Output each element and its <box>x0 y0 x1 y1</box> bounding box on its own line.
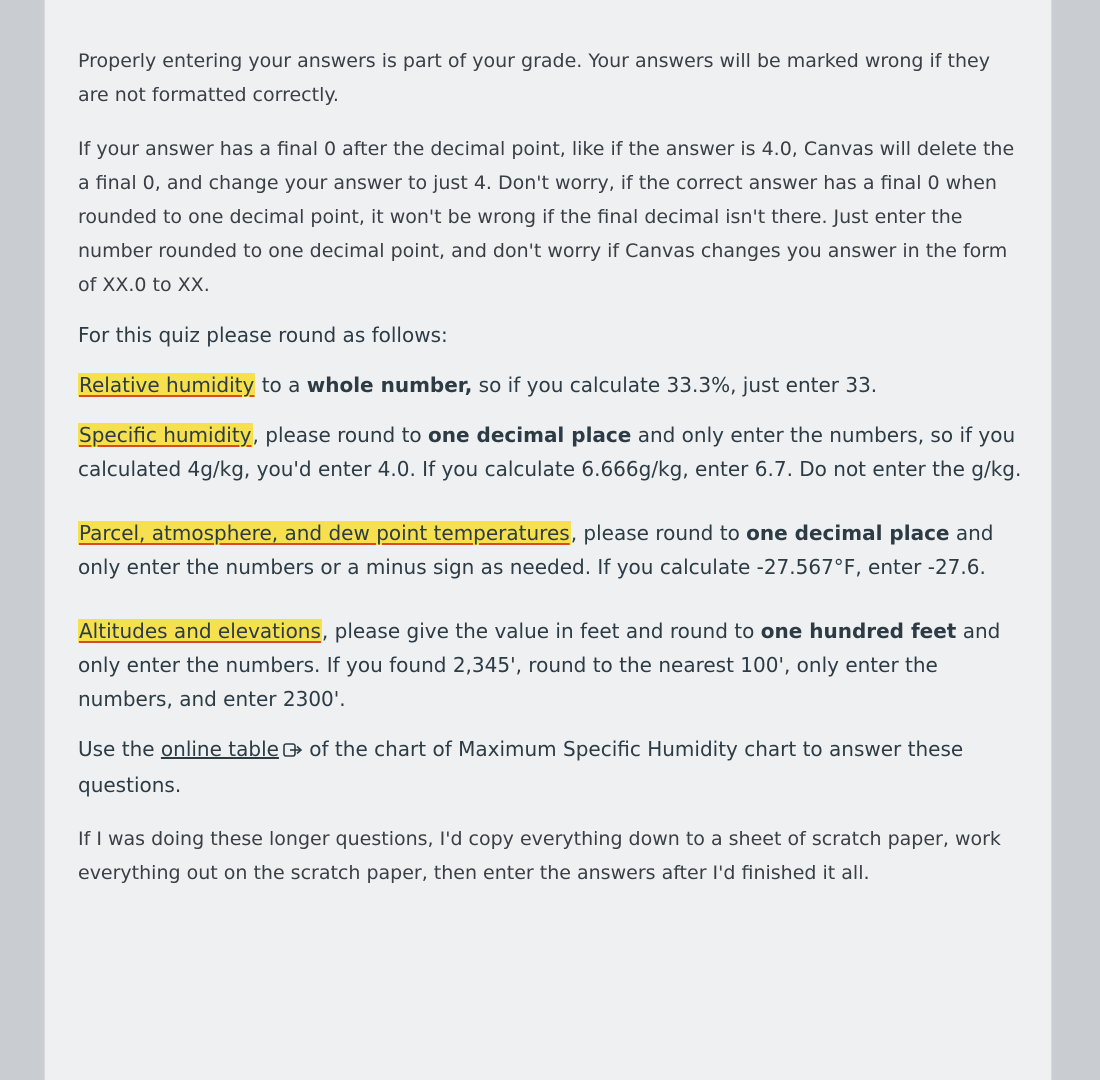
temperatures-rest: and only enter the numbers or a minus sign as needed. If you calculate -27.567°F, enter -27.6. <box>78 521 994 579</box>
temperatures-rule <box>78 516 1026 584</box>
relative-humidity-rest: so if you calculate 33.3%, just enter 33. <box>472 373 878 397</box>
altitudes-rule <box>78 614 1026 716</box>
canvas-rounding-note: If your answer has a final 0 after the decimal point, like if the answer is 4.0, Canvas will delete the a final 0, and change your answer to just 4. Don't worry, if the correct answer has a final 0 when rounded to one decimal point, it won't be wrong if the final decimal isn't there. Just enter the number rounded to one decimal point, and don't worry if Canvas changes you answer in the form of XX.0 to XX. <box>78 138 1015 296</box>
specific-humidity-rest: and only enter the numbers, so if you calculated 4g/kg, you'd enter 4.0. If you calculate 6.666g/kg, enter 6.7. Do not enter the g/kg. <box>78 423 1022 481</box>
quiz-instructions <box>78 44 1026 890</box>
external-link-icon[interactable] <box>283 734 303 768</box>
relative-humidity-rule <box>78 368 1026 402</box>
relative-humidity-highlight: Relative humidity <box>79 373 255 397</box>
intro-text: Properly entering your answers is part of your grade. Your answers will be marked wrong if they are not formatted correctly. <box>78 50 990 106</box>
table-note-pre: Use the <box>78 737 161 761</box>
relative-humidity-bold: whole number, <box>306 373 473 397</box>
altitudes-pre: , please give the value in feet and round to <box>321 619 761 643</box>
specific-humidity-bold: one decimal place <box>428 423 632 447</box>
specific-humidity-rule <box>78 418 1026 486</box>
specific-humidity-highlight: Specific humidity <box>79 423 252 447</box>
round-intro: For this quiz please round as follows: <box>78 323 448 347</box>
temperatures-pre: , please round to <box>570 521 747 545</box>
altitudes-bold: one hundred feet <box>760 619 957 643</box>
advice-text: If I was doing these longer questions, I'd copy everything down to a sheet of scratch paper, work everything out on the scratch paper, then enter the answers after I'd finished it all. <box>78 828 1001 884</box>
altitudes-rest: and only enter the numbers. If you found 2,345', round to the nearest 100', only enter the numbers, and enter 2300'. <box>78 619 1001 711</box>
relative-humidity-pre: to a <box>255 373 307 397</box>
temperatures-bold: one decimal place <box>746 521 950 545</box>
online-table-link[interactable]: online table <box>160 737 279 761</box>
altitudes-highlight: Altitudes and elevations <box>79 619 321 643</box>
table-note-post: of the chart of Maximum Specific Humidity chart to answer these questions. <box>78 737 964 797</box>
temperatures-highlight: Parcel, atmosphere, and dew point temperatures <box>79 521 570 545</box>
specific-humidity-pre: , please round to <box>252 423 428 447</box>
table-note <box>78 732 1026 802</box>
